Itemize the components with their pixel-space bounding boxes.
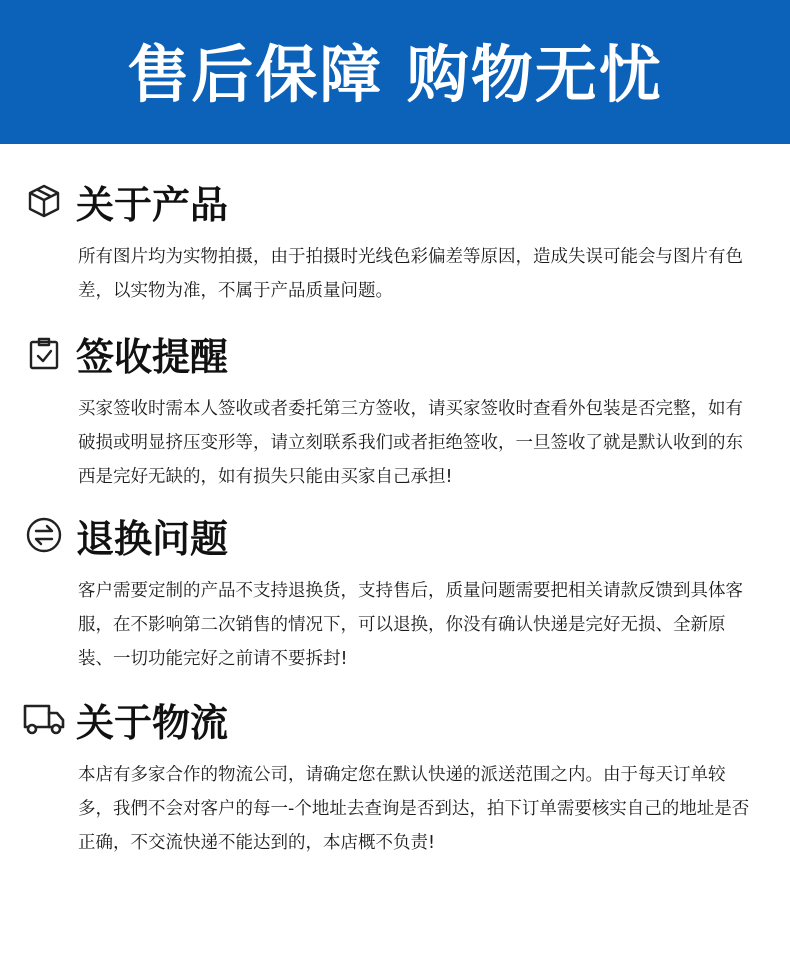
section-text: 客户需要定制的产品不支持退换货，支持售后，质量问题需要把相关请款反馈到具体客服，在不影响第二次销售的情况下，可以退换，你没有确认快递是完好无损、全新原装、一切功能完好之前请不要拆封! bbox=[78, 581, 743, 669]
section-text: 所有图片均为实物拍摄，由于拍摄时光线色彩偏差等原因，造成失误可能会与图片有色差，以实物为准，不属于产品质量问题。 bbox=[78, 247, 743, 301]
section-title: 关于产品 bbox=[76, 182, 229, 227]
section-heading bbox=[22, 328, 228, 378]
box-icon bbox=[22, 179, 66, 223]
section-title: 退换问题 bbox=[76, 516, 229, 561]
section-text: 买家签收时需本人签收或者委托第三方签收，请买家签收时查看外包装是否完整，如有破损或明显挤压变形等，请立刻联系我们或者拒绝签收，一旦签收了就是默认收到的东西是完好无缺的，如有损失只能由买家自己承担! bbox=[78, 399, 743, 487]
section-heading bbox=[22, 694, 228, 744]
section-title: 关于物流 bbox=[76, 700, 229, 745]
banner-title: 售后保障 购物无忧 bbox=[127, 37, 663, 111]
section-title: 签收提醒 bbox=[76, 334, 229, 379]
truck-icon bbox=[22, 697, 66, 741]
exchange-icon bbox=[22, 513, 66, 557]
clipboard-check-icon bbox=[22, 331, 66, 375]
header-banner bbox=[0, 0, 790, 144]
section-heading bbox=[22, 176, 228, 226]
section-heading bbox=[22, 510, 228, 560]
section-text: 本店有多家合作的物流公司，请确定您在默认快递的派送范围之内。由于每天订单较多，我們不会对客户的每一-个地址去查询是否到达，拍下订单需要核实自己的地址是否正确，不交流快递不能达到的，本店概不负责! bbox=[78, 765, 750, 853]
